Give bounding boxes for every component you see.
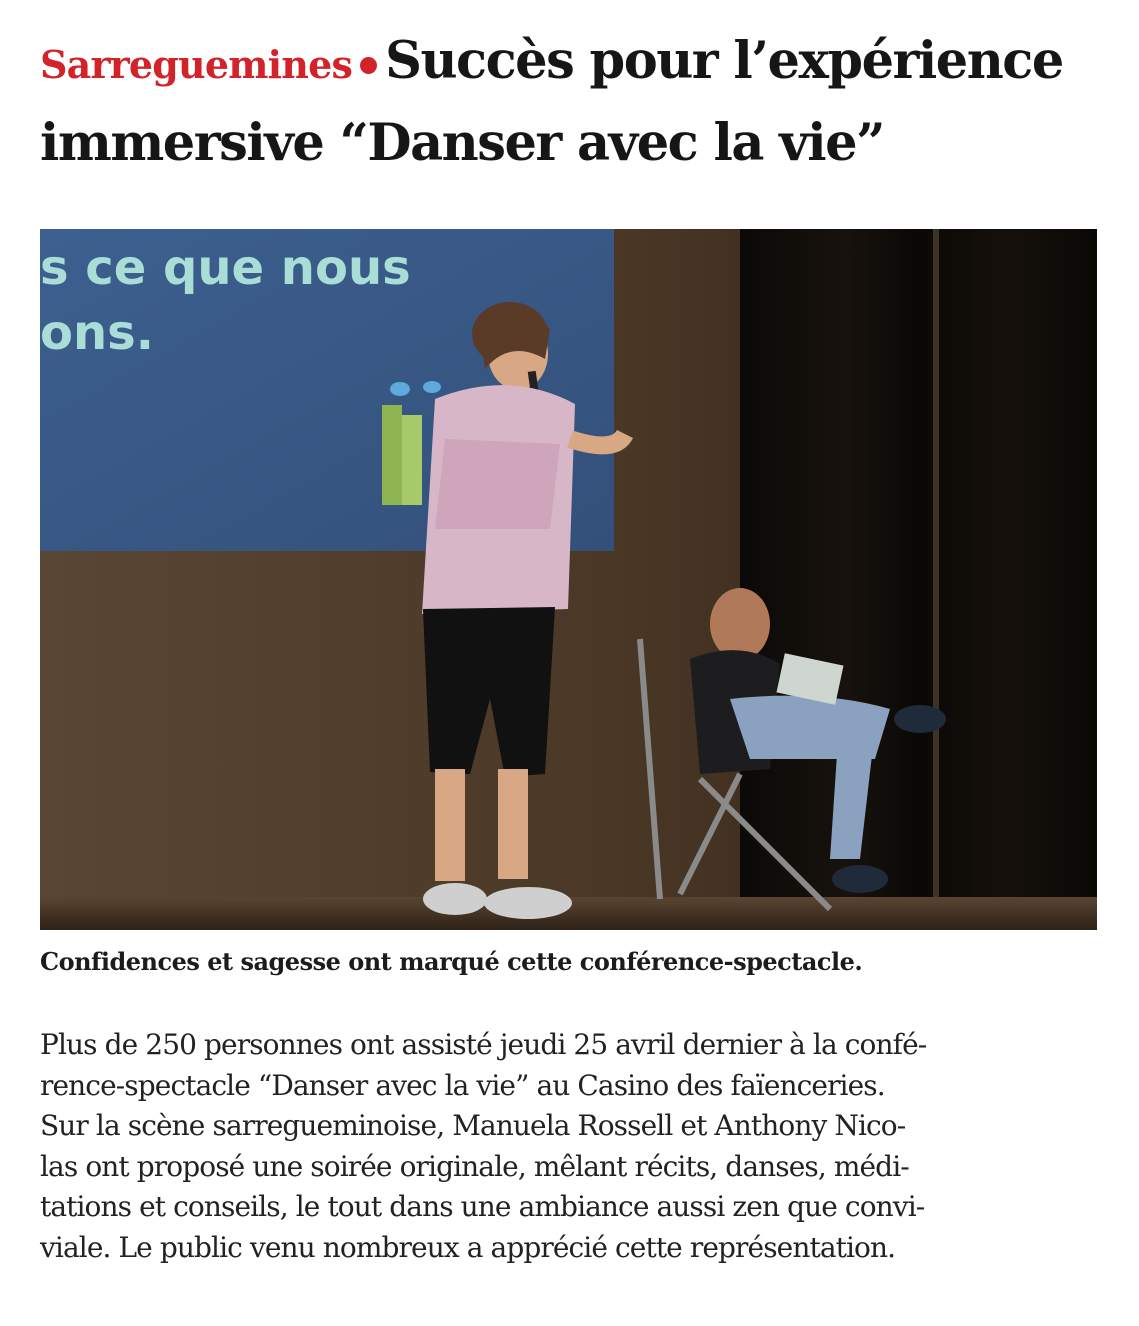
body-line-2: rence-spectacle “Danser avec la vie” au Casino des faïenceries. bbox=[40, 1068, 885, 1102]
screen-text-line-2: ons. bbox=[40, 305, 154, 361]
article-photo bbox=[40, 229, 1097, 930]
bullet-dot-icon bbox=[360, 57, 377, 74]
headline-line-2: immersive “Danser avec la vie” bbox=[40, 113, 884, 173]
screen-text-line-1: s ce que nous bbox=[40, 240, 411, 296]
headline bbox=[40, 22, 1110, 182]
body-line-1: Plus de 250 personnes ont assisté jeudi 25 avril dernier à la confé- bbox=[40, 1028, 927, 1061]
kicker-location: Sarreguemines bbox=[40, 42, 353, 87]
photo-caption: Confidences et sagesse ont marqué cette conférence-spectacle. bbox=[40, 947, 863, 976]
body-line-3: Sur la scène sarregueminoise, Manuela Rossell et Anthony Nico- bbox=[40, 1109, 906, 1142]
article-body bbox=[40, 1025, 1110, 1268]
body-line-6: viale. Le public venu nombreux a apprécié cette représentation. bbox=[40, 1230, 896, 1264]
headline-line-1: Succès pour l’expérience bbox=[385, 31, 1063, 91]
body-line-4: las ont proposé une soirée originale, mêlant récits, danses, médi- bbox=[40, 1149, 909, 1183]
body-line-5: tations et conseils, le tout dans une ambiance aussi zen que convi- bbox=[40, 1190, 925, 1223]
